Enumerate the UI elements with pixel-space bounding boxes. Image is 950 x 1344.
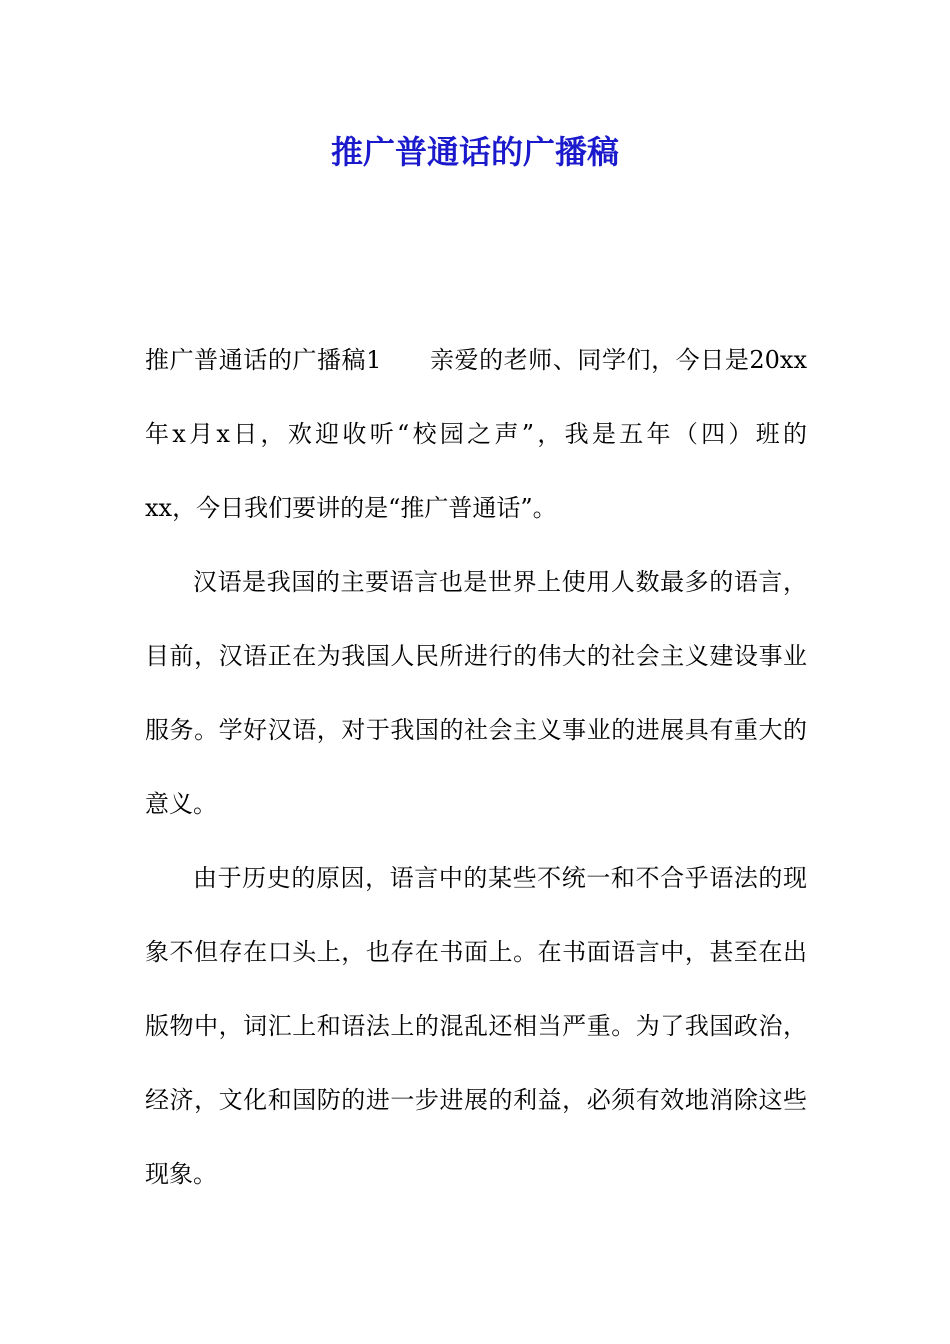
paragraph-line: 经济，文化和国防的进一步进展的利益，必须有效地消除这些 — [145, 1086, 807, 1114]
paragraph-line: 意义。 — [145, 790, 217, 818]
paragraph-line: xx，今日我们要讲的是“推广普通话”。 — [145, 494, 557, 522]
paragraph-line: 年x月x日，欢迎收听“校园之声”，我是五年（四）班的 — [145, 420, 807, 448]
paragraph-line: 由于历史的原因，语言中的某些不统一和不合乎语法的现 — [193, 864, 807, 892]
paragraph-line: 版物中，词汇上和语法上的混乱还相当严重。为了我国政治， — [145, 1012, 807, 1040]
section-heading: 推广普通话的广播稿1 — [145, 346, 382, 374]
paragraph-2 — [145, 556, 807, 852]
paragraph-3 — [145, 852, 807, 1222]
document-title: 推广普通话的广播稿 — [330, 133, 619, 171]
paragraph-line: 目前，汉语正在为我国人民所进行的伟大的社会主义建设事业 — [145, 642, 807, 670]
document-body — [145, 334, 807, 1222]
paragraph-line: 现象。 — [145, 1160, 217, 1188]
paragraph-line — [145, 334, 807, 408]
paragraph-text: 亲爱的老师、同学们，今日是20xx — [429, 346, 807, 374]
paragraph-1 — [145, 334, 807, 556]
paragraph-line: 服务。学好汉语，对于我国的社会主义事业的进展具有重大的 — [145, 716, 807, 744]
paragraph-line: 汉语是我国的主要语言也是世界上使用人数最多的语言， — [193, 568, 807, 596]
paragraph-line: 象不但存在口头上，也存在书面上。在书面语言中，甚至在出 — [145, 938, 807, 966]
